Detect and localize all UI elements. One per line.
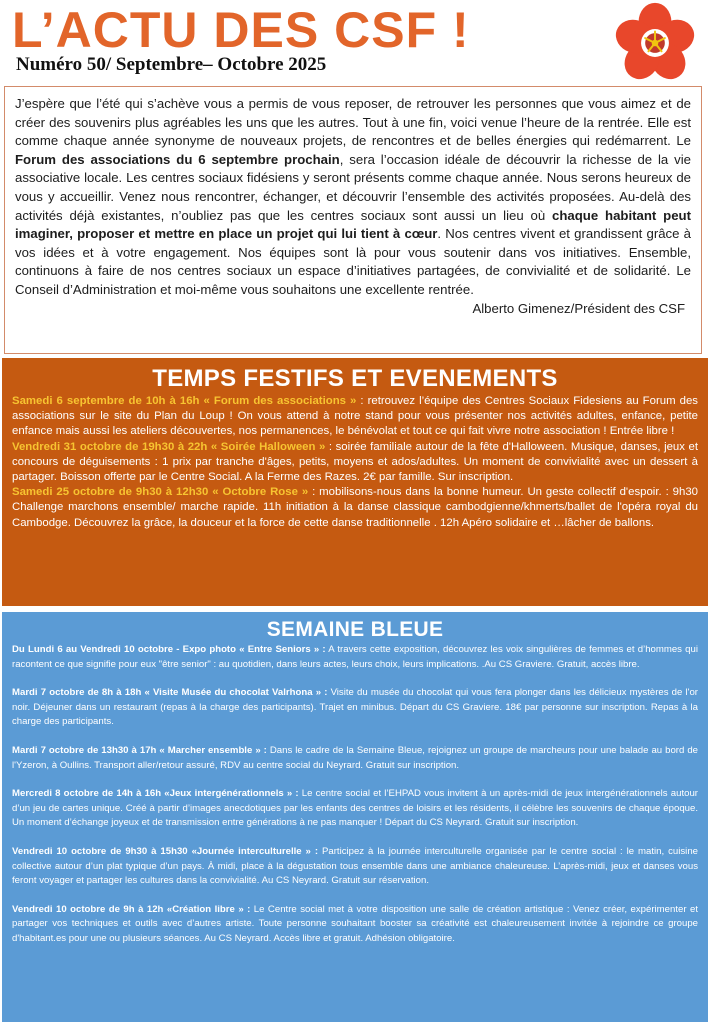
event-item: [12, 485, 698, 531]
editorial-box: [4, 86, 702, 354]
activity-item: [12, 787, 698, 831]
event-item: [12, 440, 698, 486]
editorial-text: [15, 95, 691, 300]
activity-heading: Mardi 7 octobre de 13h30 à 17h « Marcher ensemble » :: [12, 744, 267, 756]
activity-item: [12, 744, 698, 773]
event-description: : retrouvez l’équipe des Centres Sociaux Fidesiens au Forum des associations sur le site du Plan du Loup ! On vous attend à notre stand pour vous présenter nos activités adultes, enfance, petite enfance mais aussi les ateliers découvertes, nos permanences, le bénévolat et tout ce qui fait vivre notre association ! Entrée libre !: [12, 395, 698, 438]
activity-item: [12, 643, 698, 672]
activity-heading: Vendredi 10 octobre de 9h30 à 15h30 «Journée interculturelle » :: [12, 845, 319, 857]
semaine-bleue-title: SEMAINE BLEUE: [266, 618, 444, 641]
activity-heading: Mercredi 8 octobre de 14h à 16h «Jeux intergénérationnels » :: [12, 788, 299, 800]
activity-description: Dans le cadre de la Semaine Bleue, rejoignez un groupe de marcheurs pour une balade au bord de l'Yzeron, à Oullins. Transport aller/retour assuré, RDV au centre social du Neyrard. Gratuit sur inscription.: [12, 744, 699, 771]
activity-description: A travers cette exposition, découvrez les voix singulières de femmes et d’hommes qui racontent ce que signifie pour eux "être senior" : au quotidien, dans leurs actes, leurs choix, leurs implications. .Au CS Graviere. Gratuit, accès libre.: [12, 644, 698, 670]
event-description: : soirée familiale autour de la fête d'Halloween. Musique, danses, jeux et concours de déguisements : 1 prix par tranche d'âges, petits, moyens et ados/adultes. Un moment de convivialité avec un dessert à partager. Boisson offerte par le Centre Social. A la Ferme des Razes. 2€ par famille. Sur inscription.: [12, 440, 699, 484]
event-heading: Samedi 6 septembre de 10h à 16h « Forum des associations »: [12, 395, 357, 407]
event-heading: Samedi 25 octobre de 9h30 à 12h30 « Octobre Rose »: [12, 486, 309, 499]
activity-heading: Vendredi 10 octobre de 9h à 12h «Création libre » :: [12, 903, 251, 915]
activity-item: [12, 686, 698, 730]
activity-description: Le Centre social met à votre disposition une salle de création artistique : Venez créer, expérimenter et partager vos techniques et outils avec d’autres artiste. Toute personne souhaitant booster sa créativité est chaleureusement invitée à rejoindre ce groupe d'habitant.es pour une ou plusieurs séances. Au CS Neyrard. Accès libre et gratuit. Adhésion obligatoire.: [12, 903, 698, 944]
activity-heading: Du Lundi 6 au Vendredi 10 octobre - Expo photo « Entre Seniors » :: [12, 644, 326, 655]
festive-events-title: TEMPS FESTIFS ET EVENEMENTS: [152, 365, 558, 392]
editorial-part: . Nos centres vivent et grandissent grâce à vos idées et à votre engagement. Nos équipes sont là pour vous soutenir dans vos initiatives. Ensemble, continuons à faire de nos centres sociaux un espace d’initiatives partagées, de convivialité et de solidarité. Le Conseil d’Administration et moi-même vous souhaitons une excellente rentrée.: [15, 226, 691, 297]
event-heading: Vendredi 31 octobre de 19h30 à 22h « Soirée Halloween »: [12, 440, 326, 453]
activity-description: Visite du musée du chocolat qui vous fera plonger dans les délicieux mystères de l'or noir. Déjeuner dans un restaurant (repas à la charge des participants). Trajet en minibus. Départ du CS Graviere. 18€ par personne sur inscription. Repas à la charge des participants.: [12, 687, 699, 728]
activity-description: Le centre social et l’EHPAD vous invitent à un après-midi de jeux intergénérationnels autour d’un jeu de cartes unique. Créé à partir d’images anecdotiques par les enfants des centres de loisirs et les résidents, il célèbre les souvenirs de chaque époque. Un moment d’échange joyeux et de transmission entre générations à ne pas manquer ! Départ du CS Neyrard. Gratuit sur inscription.: [12, 788, 698, 829]
activity-item: [12, 845, 698, 889]
activity-description: Participez à la journée interculturelle organisée par le centre social : le matin, cuisine collective autour d’un plat typique d’un pays. À midi, place à la dégustation tous ensemble dans une ambiance chaleureuse. L’après-midi, jeux et danses vous feront voyager et partager les cultures dans la convivialité. Au CS Neyrard. Gratuit sur réservation.: [12, 845, 698, 887]
semaine-bleue-section: [2, 612, 708, 1022]
festive-events-section: [2, 358, 708, 606]
hibiscus-flower-logo-icon: [612, 2, 698, 84]
newsletter-title: L’ACTU DES CSF !: [12, 2, 470, 58]
newsletter-header: [0, 0, 710, 86]
issue-number: Numéro 50/ Septembre– Octobre 2025: [16, 54, 327, 75]
editorial-highlight: chaque habitant peut imaginer, proposer et mettre en place un projet qui lui tient à cœur: [15, 207, 691, 242]
editorial-part: J’espère que l’été qui s’achève vous a permis de vous reposer, de retrouver les personnes que vous aimez et de créer des souvenirs plus agréables les uns que les autres. Tout à une fin, voici venue l’heure de la rentrée. Elle est comme chaque année synonyme de nouveaux projets, de rencontres et de belles énergies qui redémarrent. Le: [15, 96, 691, 149]
event-description: : mobilisons-nous dans la bonne humeur. Un geste collectif d'espoir. : 9h30 Challenge marchons ensemble/ marche rapide. 11h initiation à la danse classique cambodgienne/khmerts/ballet de l'opéra royal du Cambodge. Découvrez la grâce, la douceur et la force de cette danse traditionnelle . 12h Apéro solidaire et …lâcher de ballons.: [12, 486, 699, 529]
editorial-part: , sera l’occasion idéale de découvrir la richesse de la vie associative locale. Les centres sociaux fidésiens y seront présents comme chaque année. Nous serons heureux de vous y accueillir. Venez nous rencontrer, échanger, et découvrir l’ensemble des activités proposées. Au-delà des activités déjà existantes, n’oubliez pas que les centres sociaux sont aussi un lieu où: [15, 151, 691, 223]
editorial-signature: Alberto Gimenez/Président des CSF: [472, 300, 685, 316]
activity-heading: Mardi 7 octobre de 8h à 18h « Visite Musée du chocolat Valrhona » :: [12, 687, 328, 699]
event-item: [12, 394, 698, 440]
activity-item: [12, 903, 698, 947]
editorial-highlight: Forum des associations du 6 septembre prochain: [15, 151, 340, 167]
